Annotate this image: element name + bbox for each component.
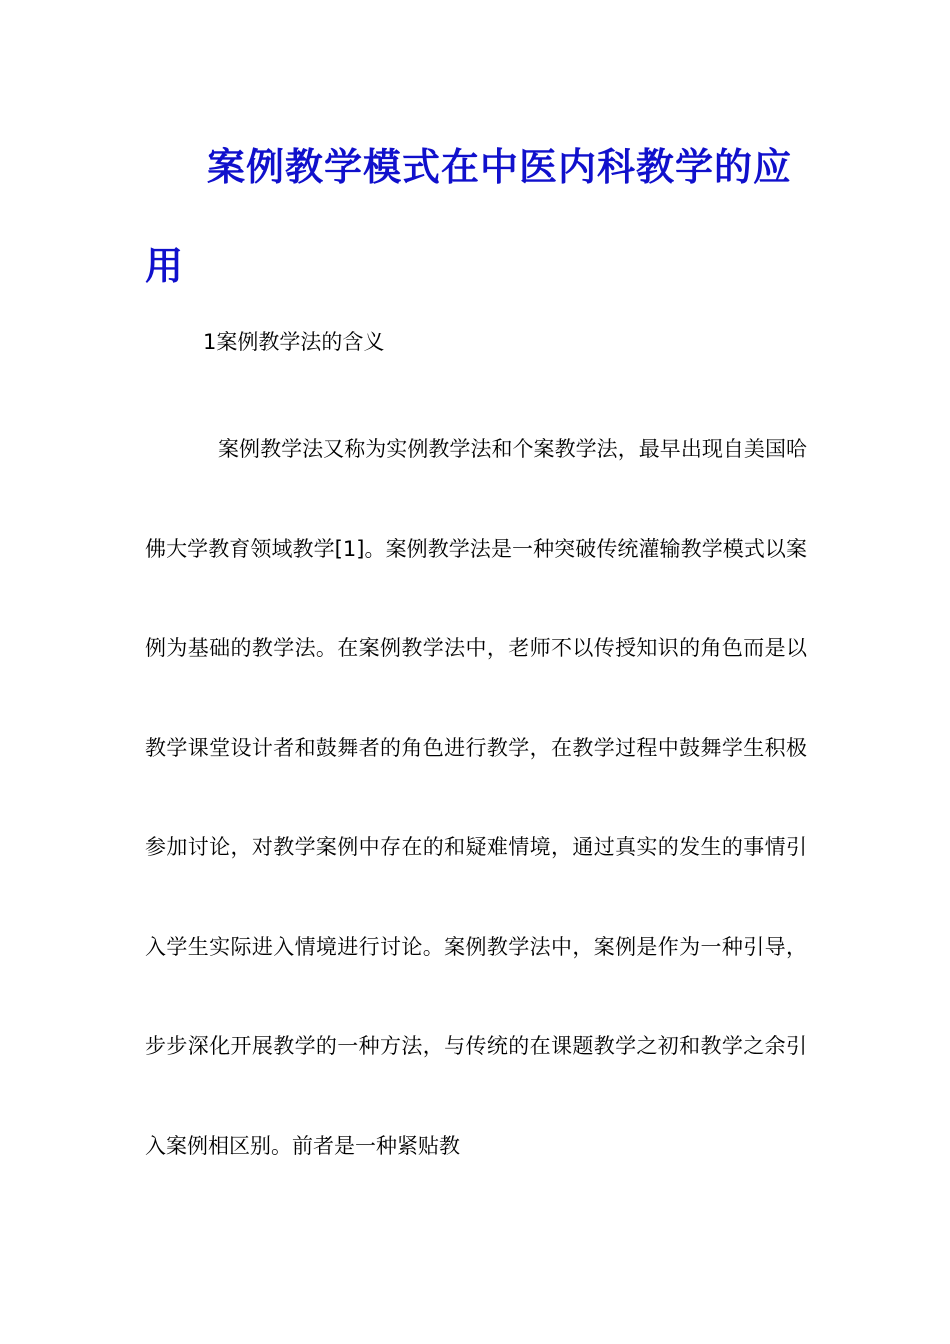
section-heading: 1案例教学法的含义 bbox=[203, 330, 385, 354]
document-title: 案例教学模式在中医内科教学的应用 bbox=[145, 145, 793, 288]
body-paragraph: 案例教学法又称为实例教学法和个案教学法，最早出现自美国哈佛大学教育领域教学[1]。案例教学法是一种突破传统灌输教学模式以案例为基础的教学法。在案例教学法中，老师不以传授知识的角色而是以教学课堂设计者和鼓舞者的角色进行教学，在教学过程中鼓舞学生积极参加讨论，对教学案例中存在的和疑难情境，通过真实的发生的事情引入学生实际进入情境进行讨论。案例教学法中，案例是作为一种引导，步步深化开展教学的一种方法，与传统的在课题教学之初和教学之余引入案例相区别。前者是一种紧贴教 bbox=[145, 437, 807, 1158]
